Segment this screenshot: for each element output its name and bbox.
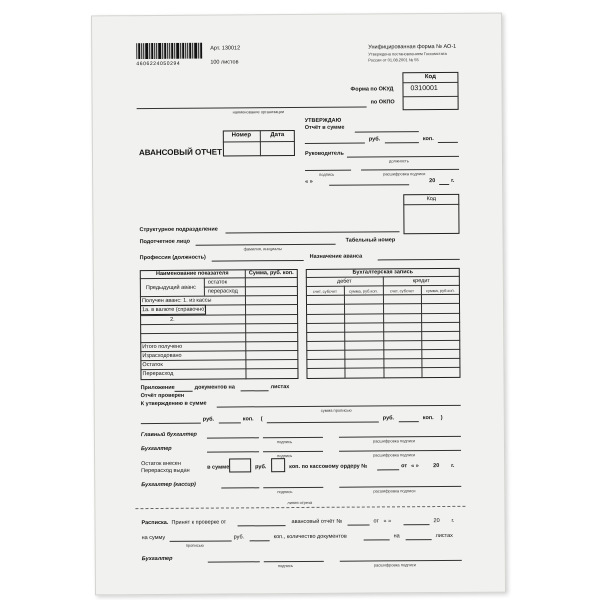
accountant-decode-caption: расшифровка подписи [373, 452, 416, 458]
cashier-label: Бухгалтер (кассир) [141, 481, 196, 489]
chief-decode-caption: расшифровка подписи [372, 438, 416, 444]
credit-sum: сумма, руб.коп. [425, 287, 455, 294]
cashier-signature-caption: подпись [277, 489, 293, 495]
receipt-year-prefix: 20 [433, 518, 440, 525]
cut-line [135, 506, 465, 509]
unified-form-line: Унифицированная форма № АО-1 [368, 43, 457, 51]
documents-on-label: документов на [194, 384, 235, 391]
head-label: Руководитель [304, 150, 344, 157]
debit-sub-account: счет, субсчет [312, 288, 337, 294]
chief-accountant-label: Главный бухгалтер [140, 431, 197, 439]
profession-label: Профессия (должность) [139, 254, 206, 262]
paren-close: ) [440, 414, 443, 422]
currency-label: 1а. в валюте (справочно) [142, 306, 207, 314]
name-caption: фамилия, инициалы [243, 246, 282, 252]
remainder-kop-box [271, 458, 285, 472]
approve-decode-caption: расшифровка подписи [383, 171, 426, 177]
chief-signature-caption: подпись [276, 439, 293, 445]
accountant-label: Бухгалтер [140, 445, 172, 453]
decree-line: России от 01.08.2001 № 55 [368, 57, 419, 63]
remainder-rub-label: руб. [255, 464, 267, 471]
kop-docs-label: коп., количество документов [273, 533, 347, 541]
receipt-year-suffix: г. [451, 517, 455, 524]
receipt-from-label: от [373, 518, 380, 525]
accounting-header: Бухгалтерская запись [352, 269, 414, 276]
item2-label: 2. [170, 316, 175, 323]
code-header: Код [424, 74, 436, 81]
person-code-header: Код [426, 196, 436, 203]
okpo-label: по ОКПО [370, 99, 395, 106]
advance-report-no-label: авансовый отчёт № [291, 518, 343, 526]
paren-open: ( [260, 416, 263, 423]
credit-label: кредит [412, 278, 430, 285]
overspend-label: перерасход [207, 288, 238, 295]
accountant2-label: Бухгалтер [141, 555, 173, 563]
balance-label: остаток [207, 279, 228, 286]
remainder-label: Остаток [142, 361, 163, 369]
barcode-digits: 4606224050294 [136, 60, 181, 68]
total-received-label: Итого получено [142, 343, 183, 351]
receipt-text: Принят к проверке от [171, 519, 227, 526]
words-caption: сумма прописью [320, 407, 352, 413]
bottom-kop-label: коп. [242, 416, 254, 423]
accountant2-decode-caption: расшифровка подписи [373, 562, 417, 568]
cash-date-quote: « » [411, 463, 419, 470]
receipt-rub-label: руб. [233, 534, 245, 541]
division-label: Структурное подразделение [139, 226, 218, 234]
remainder-sum-box [229, 458, 251, 472]
barcode [136, 43, 202, 59]
cashier-decode-caption: расшифровка подписи [373, 488, 416, 494]
receipt-label: Расписка. [141, 519, 169, 527]
okud-label: Форма по ОКУД [350, 86, 394, 93]
words-caption-2: прописью [185, 542, 204, 548]
approve-year-prefix: 20 [429, 178, 436, 185]
accountant-signature-caption: подпись [277, 453, 293, 459]
cut-line-caption: линия отреза [287, 499, 313, 506]
cash-year-suffix: г. [451, 462, 455, 469]
from-label: от [401, 463, 408, 470]
approve-date-quote: « » [305, 178, 313, 185]
attachment-label: Приложение [140, 384, 175, 392]
approve-kop-label: коп. [422, 136, 434, 143]
cash-year-prefix: 20 [433, 463, 440, 470]
barcode-bars [136, 43, 202, 59]
tab-number-label: Табельный номер [345, 237, 396, 244]
sheets-count: 100 листов [210, 59, 239, 66]
bottom-rub-label-2: руб. [382, 415, 395, 422]
accountable-label: Подотчетное лицо [139, 238, 190, 246]
spent-label: Израсходовано [142, 352, 182, 360]
overspend-paid-label: Перерасход выдан [141, 467, 190, 475]
remainder-paid-label: Остаток внесен [141, 460, 181, 468]
indicator-header: Наименование показателя [155, 270, 229, 277]
organization-caption: наименование организации [232, 109, 285, 115]
received-label: Получен аванс: 1. из кассы [141, 297, 212, 305]
purpose-label: Назначение аванса [309, 253, 363, 260]
approve-rub-line [305, 143, 365, 144]
approve-signature-caption: подпись [319, 171, 335, 177]
checked-label: Отчёт проверен [140, 392, 185, 400]
overspend-total-label: Перерасход [142, 370, 174, 378]
bottom-kop-label-2: коп. [422, 415, 434, 422]
number-header: Номер [231, 132, 252, 139]
debit-label: дебет [336, 278, 352, 285]
sheets-end-label: листах [435, 532, 453, 540]
receipt-date-quote: « » [383, 518, 392, 525]
approve-year-suffix: г. [451, 177, 455, 184]
sum-header: Сумма, руб. коп. [248, 270, 294, 277]
credit-sub-account: счет, субсчет [389, 288, 414, 294]
sheets-label: листах [270, 384, 290, 391]
in-sum-label: в сумме [207, 464, 230, 471]
on-label: на [393, 533, 400, 540]
cash-order-label: коп. по кассовому ордеру № [289, 463, 368, 471]
accountant2-signature-caption: подпись [277, 563, 293, 569]
report-title: АВАНСОВЫЙ ОТЧЕТ [138, 147, 223, 158]
on-sum-label: на сумму [141, 534, 166, 542]
bottom-rub-label: руб. [202, 416, 215, 423]
article-number: Арт. 130012 [210, 45, 241, 52]
debit-sum: сумма, руб.коп. [348, 288, 378, 294]
approve-rub-label: руб. [368, 136, 381, 143]
form-sheet [91, 13, 506, 596]
approve-title: УТВЕРЖДАЮ [304, 117, 342, 124]
date-header: Дата [270, 132, 285, 139]
approved-line: Утверждена постановлением Госкомстата [368, 50, 447, 57]
report-in-sum-label: Отчёт в сумме [304, 124, 345, 131]
prev-advance-label: Предыдущий аванс [145, 284, 196, 292]
position-caption: должность [388, 158, 409, 164]
okud-value: 0310001 [410, 85, 438, 93]
approve-sum-label: К утверждению в сумме [140, 400, 207, 408]
